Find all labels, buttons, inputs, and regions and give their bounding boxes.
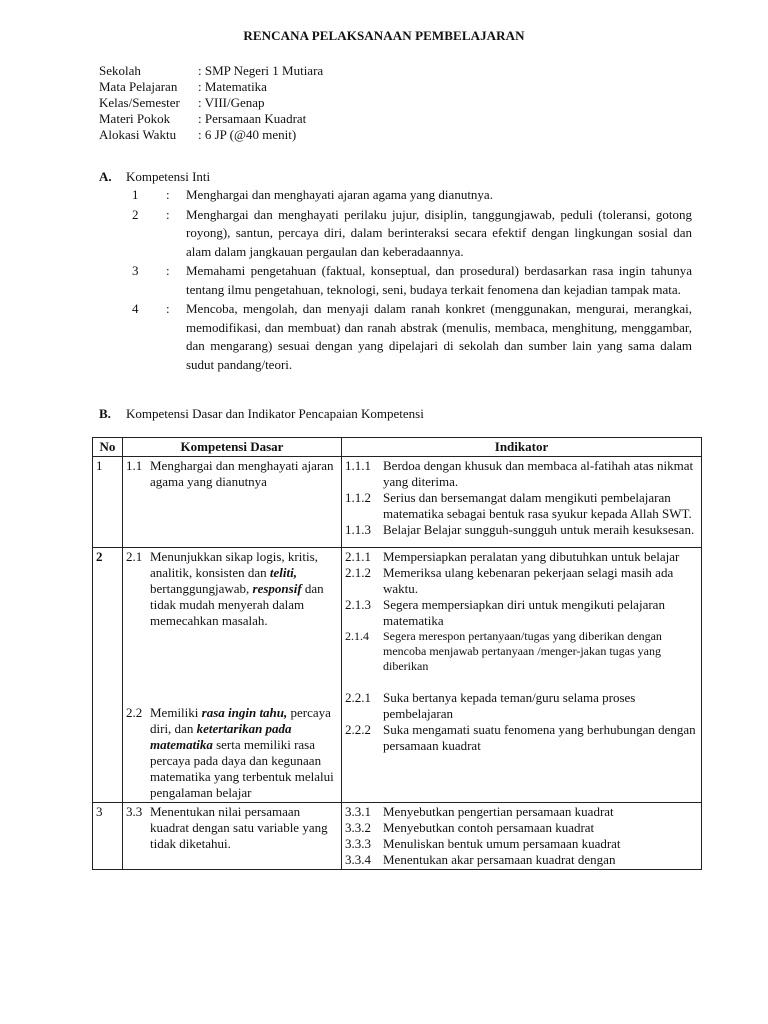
indicator-text: Memeriksa ulang kebenaran pekerjaan selagi masih ada waktu. [383,565,674,596]
header-indikator: Indikator [342,438,702,457]
indicator-number: 2.1.2 [345,565,371,580]
indicator-item [345,722,698,754]
colon: : [166,187,170,202]
indicator-text: Suka mengamati suatu fenomena yang berhubungan dengan persamaan kuadrat [383,722,696,753]
kd-number: 3.3 [126,804,143,819]
indicator-number: 1.1.1 [345,458,371,473]
kd-text: Menentukan nilai persamaan kuadrat dengan satu variable yang tidak diketahui. [150,804,328,851]
indicator-text: Mempersiapkan peralatan yang dibutuhkan untuk belajar [383,549,680,564]
item-text: Mencoba, mengolah, dan menyaji dalam ranah konkret (menggunakan, mengurai, merangkai, memodifikasi, dan membuat) dan ranah abstrak (menulis, membaca, menghitung, menggambar, dan mengarang) sesuai dengan yang dipelajari di sekolah dan sumber lain yang sama dalam sudut pandang/teori. [186,301,692,372]
table-row [93,803,702,870]
indicator-text: Menyebutkan contoh persamaan kuadrat [383,820,595,835]
indicator-number: 3.3.4 [345,852,371,867]
document-title: RENCANA PELAKSANAAN PEMBELAJARAN [243,28,525,43]
indicator-item [345,690,698,722]
emphasis-text: teliti, [269,565,297,580]
item-number: 4 [132,301,139,316]
emphasis-text: ketertarikan pada matematika [150,721,292,752]
header-kompetensi-dasar: Kompetensi Dasar [123,438,342,457]
indicator-text: Segera mempersiapkan diri untuk mengikuti pelajaran matematika [383,597,665,628]
indicator-item [345,522,698,538]
indicator-number: 2.1.4 [345,629,369,643]
indicator-text: Suka bertanya kepada teman/guru selama proses pembelajaran [383,690,636,721]
meta-value: : SMP Negeri 1 Mutiara [198,63,324,78]
emphasis-text: rasa ingin tahu, [201,705,288,720]
indicator-number: 3.3.3 [345,836,371,851]
indicator-cell [342,803,702,870]
meta-value: : Matematika [198,79,267,94]
table-header-row [93,438,702,457]
kd-cell [123,803,342,870]
item-text: Memahami pengetahuan (faktual, konseptual, dan prosedural) berdasarkan rasa ingin tahunya tentang ilmu pengetahuan, teknologi, seni, budaya terkait fenomena dan kejadian tampak mata. [186,263,692,297]
meta-row [99,78,323,94]
table-row [93,457,702,548]
row-number: 1 [93,457,123,548]
indicator-cell [342,548,702,803]
item-number: 1 [132,187,139,202]
meta-label: Materi Pokok [99,111,171,126]
indicator-number: 3.3.1 [345,804,371,819]
item-number: 2 [132,206,139,222]
indicator-item [345,820,698,836]
kd-item [126,804,338,852]
meta-label: Sekolah [99,63,141,78]
indicator-item [345,549,698,565]
meta-row [99,126,323,142]
kd-text: Menunjukkan sikap logis, kritis, analitik, konsisten dan teliti, bertanggungjawab, responsif dan tidak mudah menyerah dalam memecahkan masalah. [150,549,324,628]
kd-item [126,705,338,801]
kompetensi-inti-list [132,186,692,375]
colon: : [166,263,170,278]
meta-row [99,110,323,126]
header-no: No [93,438,123,457]
meta-label: Kelas/Semester [99,95,180,110]
section-title: Kompetensi Dasar dan Indikator Pencapaian Kompetensi [126,406,424,421]
indicator-number: 2.2.2 [345,722,371,737]
section-a-heading [99,168,210,185]
row-number: 2 [93,548,123,803]
meta-label: Mata Pelajaran [99,79,178,94]
kd-number: 1.1 [126,458,143,473]
indicator-item [345,804,698,820]
emphasis-text: responsif [252,581,302,596]
indicator-item [345,490,698,522]
kd-text: Menghargai dan menghayati ajaran agama yang dianutnya [150,458,334,489]
indicator-text: Serius dan bersemangat dalam mengikuti pembelajaran matematika sebagai bentuk rasa syukur kepada Allah SWT. [383,490,692,521]
item-number: 3 [132,263,139,278]
indicator-text: Belajar Belajar sungguh-sungguh untuk meraih kesuksesan. [383,522,695,537]
indicator-text: Berdoa dengan khusuk dan membaca al-fatihah atas nikmat yang diterima. [383,458,694,489]
section-letter: B. [99,406,111,421]
meta-value: : VIII/Genap [198,95,265,110]
section-title: Kompetensi Inti [126,169,211,184]
indicator-number: 2.1.1 [345,549,371,564]
kd-cell [123,457,342,548]
identity-block [99,62,323,142]
item-text: Menghargai dan menghayati perilaku jujur, disiplin, tanggungjawab, peduli (toleransi, gotong royong), santun, percaya diri, dalam berinteraksi secara efektif dengan lingkungan sosial dan alam dalam jangkauan pergaulan dan keberadaannya. [186,206,692,259]
indicator-text: Menuliskan bentuk umum persamaan kuadrat [383,836,621,851]
indicator-number: 3.3.2 [345,820,371,835]
kd-cell [123,548,342,803]
competency-table [92,437,702,870]
colon: : [166,301,170,316]
meta-row [99,94,323,110]
kd-text: Memiliki rasa ingin tahu, percaya diri, dan ketertarikan pada matematika serta memiliki rasa percaya pada daya dan kegunaan matematika yang terbentuk melalui pengalaman belajar [150,705,334,800]
indicator-text: Menentukan akar persamaan kuadrat dengan [383,852,616,867]
list-item [132,300,692,374]
indicator-item [345,836,698,852]
colon: : [166,206,170,222]
indicator-number: 2.1.3 [345,597,371,612]
indicator-number: 1.1.3 [345,522,371,537]
indicator-item [345,458,698,490]
meta-row [99,62,323,78]
meta-label: Alokasi Waktu [99,127,177,142]
indicator-number: 1.1.2 [345,490,371,505]
kd-number: 2.2 [126,705,143,720]
row-number: 3 [93,803,123,870]
indicator-item [345,852,698,868]
list-item [132,206,692,262]
item-text: Menghargai dan menghayati ajaran agama yang dianutnya. [186,187,493,202]
list-item [132,262,692,299]
indicator-text: Menyebutkan pengertian persamaan kuadrat [383,804,614,819]
kd-item [126,549,338,629]
indicator-cell [342,457,702,548]
indicator-number: 2.2.1 [345,690,371,705]
kd-item [126,458,338,490]
meta-value: : 6 JP (@40 menit) [198,127,297,142]
meta-value: : Persamaan Kuadrat [198,111,307,126]
indicator-text: Segera merespon pertanyaan/tugas yang diberikan dengan mencoba menjawab pertanyaan /menger-jakan tugas yang diberikan [383,629,662,673]
section-b-heading [99,405,424,422]
kd-number: 2.1 [126,549,143,564]
indicator-item [345,629,698,674]
table-row [93,548,702,803]
list-item [132,186,692,205]
section-letter: A. [99,169,112,184]
indicator-item [345,565,698,597]
indicator-item [345,597,698,629]
